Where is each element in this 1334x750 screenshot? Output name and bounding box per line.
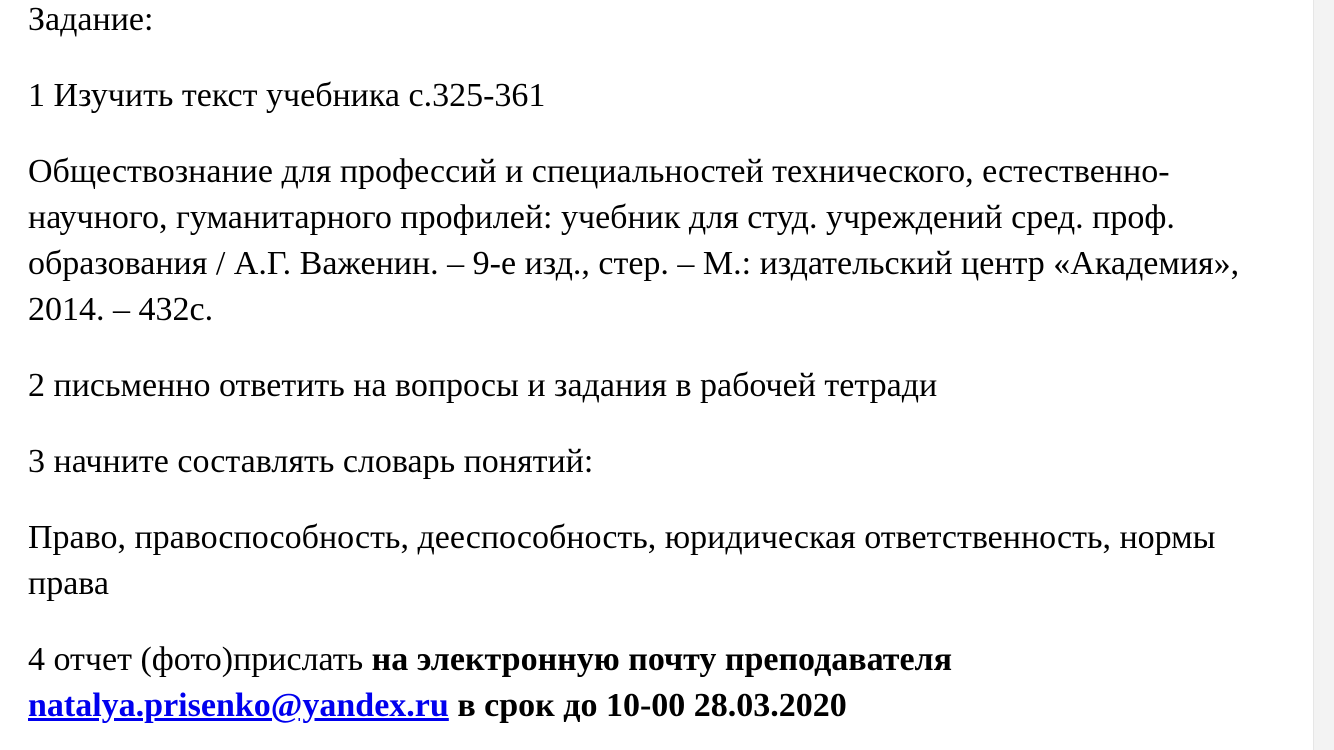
task-item-1: 1 Изучить текст учебника с.325-361	[28, 77, 546, 114]
scrollbar-track[interactable]	[1313, 0, 1334, 750]
task-item-4	[28, 637, 1278, 729]
document-content	[28, 0, 1278, 750]
task-item-3: 3 начните составлять словарь понятий:	[28, 443, 594, 480]
task-item-4-prefix: 4 отчет (фото)прислать	[28, 641, 372, 678]
task-item-2: 2 письменно ответить на вопросы и задания в рабочей тетради	[28, 367, 938, 404]
deadline-text: в срок до 10-00 28.03.2020	[448, 687, 847, 724]
textbook-reference: Обществознание для профессий и специальностей технического, естественно-научного, гуманитарного профилей: учебник для студ. учреждений сред. проф. образования / А.Г. Важенин. – 9-е изд., стер. – М.: издательский центр «Академия», 2014. – 432с.	[28, 153, 1240, 328]
teacher-email-link[interactable]: natalya.prisenko@yandex.ru	[28, 687, 449, 724]
task-heading: Задание:	[28, 1, 154, 38]
glossary-terms: Право, правоспособность, дееспособность, юридическая ответственность, нормы права	[28, 519, 1216, 602]
task-item-4-instruction: на электронную почту преподавателя	[371, 641, 953, 678]
